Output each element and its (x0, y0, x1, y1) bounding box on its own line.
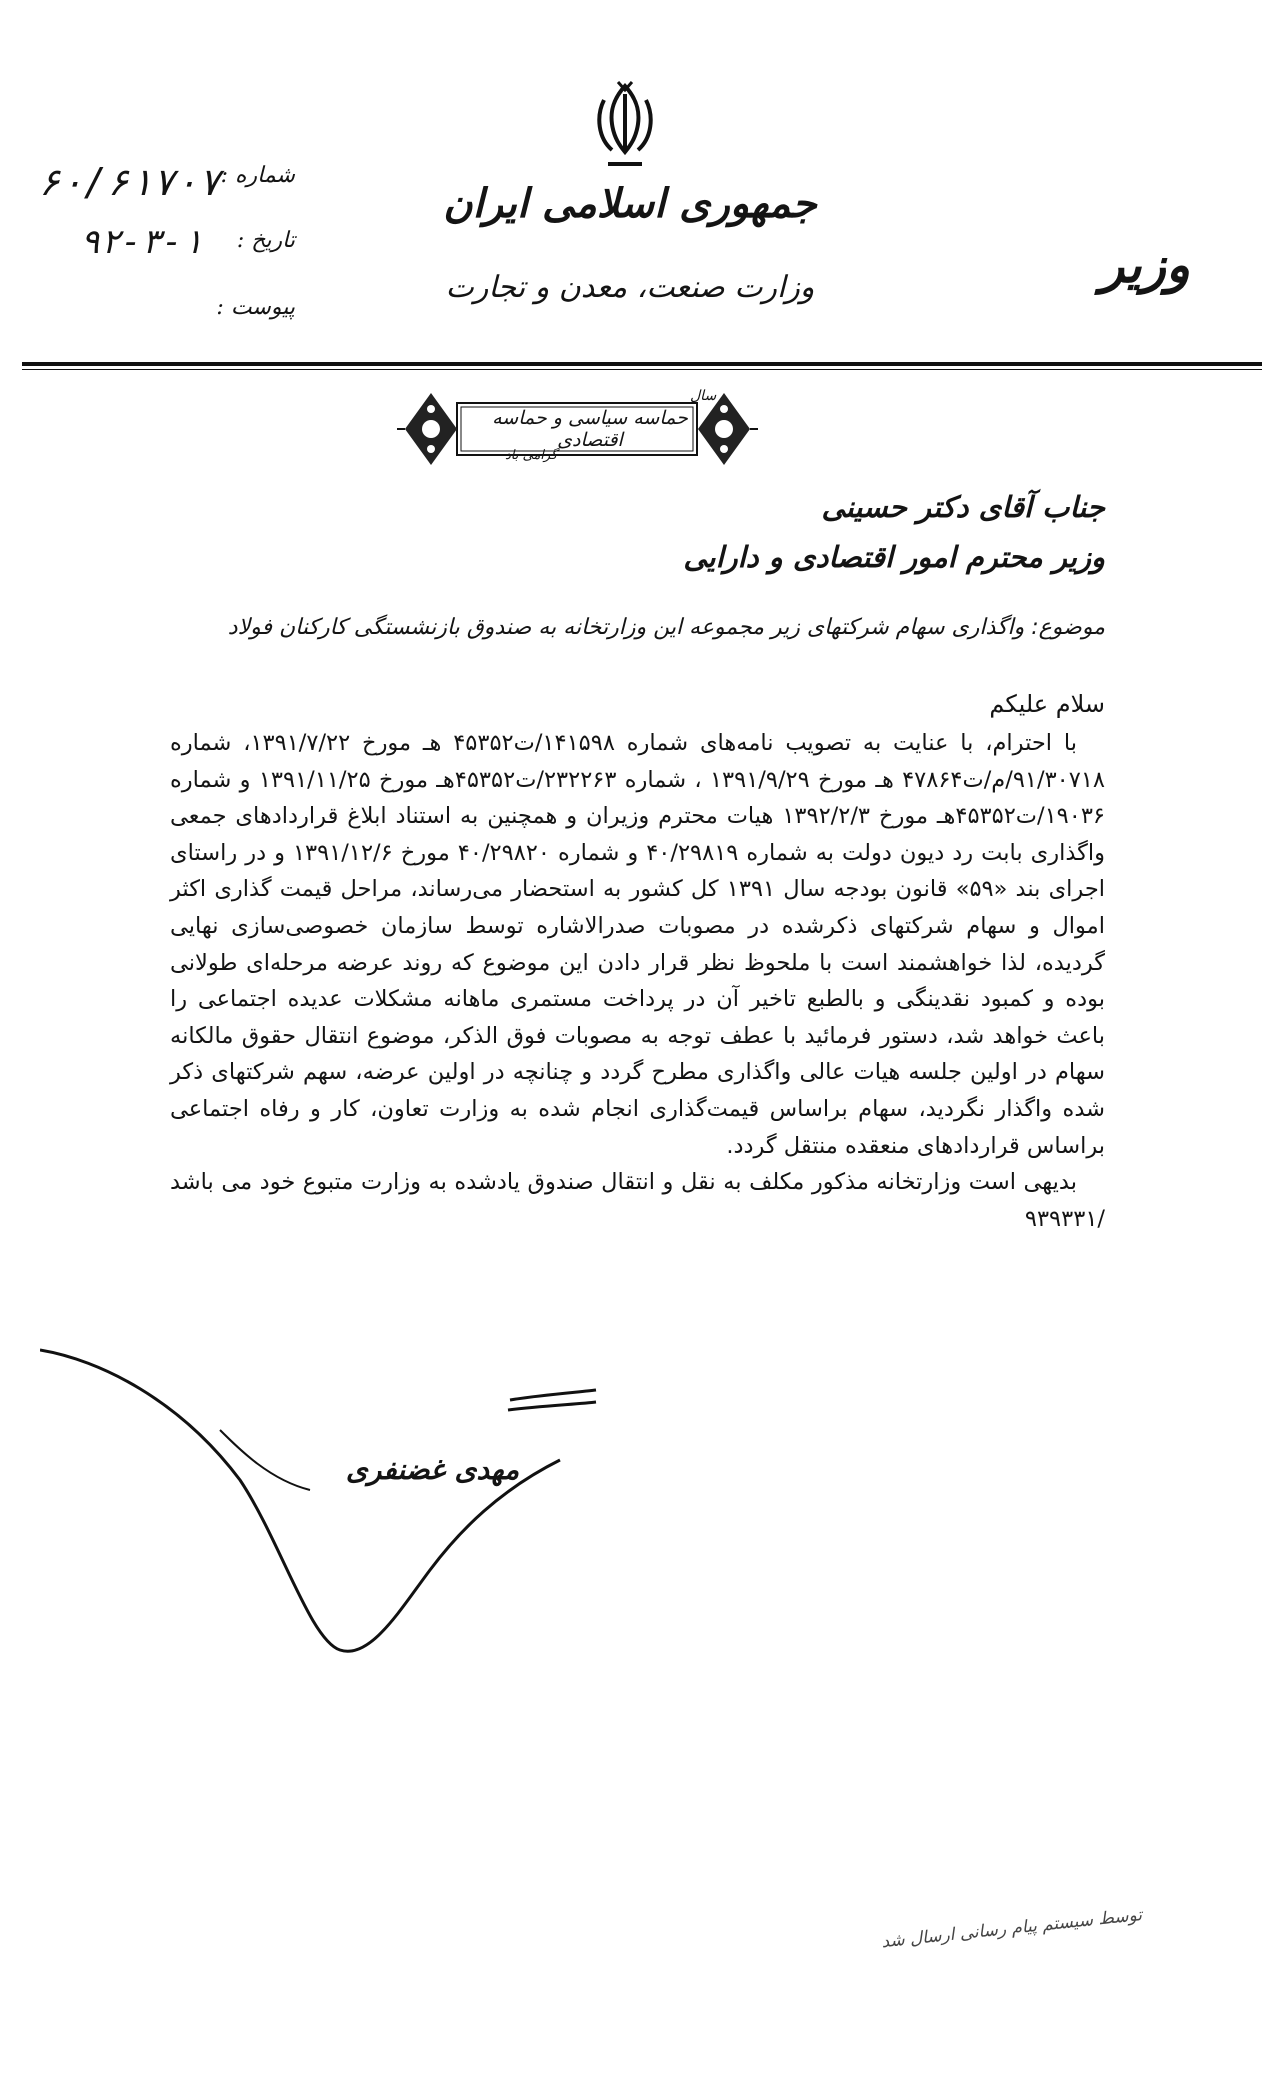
addressee-title: وزیر محترم امور اقتصادی و دارایی (683, 540, 1105, 574)
greeting: سلام علیکم (989, 690, 1105, 718)
sender-title: وزیر (1100, 235, 1190, 294)
letter-number-value: ۶۰/۶۱۷۰۷ (38, 160, 222, 204)
iran-emblem-icon (590, 80, 660, 172)
date-label: تاریخ : (236, 228, 295, 253)
header-rule-thin (22, 369, 1262, 370)
subject-line: موضوع: واگذاری سهام شرکتهای زیر مجموعه این وزارتخانه به صندوق بازنشستگی کارکنان فولاد (227, 615, 1105, 640)
country-name: جمهوری اسلامی ایران (443, 180, 817, 227)
letter-body (170, 725, 1105, 1237)
body-paragraph: با احترام، با عنایت به تصویب نامه‌های شماره ۱۴۱۵۹۸/ت۴۵۳۵۲ هـ مورخ ۱۳۹۱/۷/۲۲، شماره ۹۱/۳۰۷۱۸/م/ت۴۷۸۶۴ هـ مورخ ۱۳۹۱/۹/۲۹ ، شماره ۲۳۲۲۶۳/ت۴۵۳۵۲هـ مورخ ۱۳۹۱/۱۱/۲۵ و شماره ۱۹۰۳۶/ت۴۵۳۵۲هـ مورخ ۱۳۹۲/۲/۳ هیات محترم وزیران و همچنین به استناد ابلاغ قراردادهای جمعی واگذاری بابت رد دیون دولت به شماره ۴۰/۲۹۸۱۹ و شماره ۴۰/۲۹۸۲۰ مورخ ۱۳۹۱/۱۲/۶ و در راستای اجرای بند «۵۹» قانون بودجه سال ۱۳۹۱ کل کشور به استحضار می‌رساند، مراحل قیمت گذاری اکثر اموال و سهام شرکتهای ذکرشده در مصوبات صدرالاشاره توسط سازمان خصوصی‌سازی نهایی گردیده، لذا خواهشمند است با ملحوظ نظر قرار دادن این موضوع که روند عرضه مرحله‌ای طولانی بوده و کمبود نقدینگی و بالطبع تاخیر آن در پرداخت مستمری ماهانه مشکلات عدیده اجتماعی را باعث خواهد شد، دستور فرمائید با عطف توجه به مصوبات فوق الذکر، موضوع انتقال حقوق مالکانه سهام در اولین جلسه هیات عالی واگذاری مطرح گردد و چنانچه در اولین عرضه، سهم شرکتهای ذکر شده واگذار نگردید، سهام براساس قیمت‌گذاری انجام شده به وزارت تعاون، کار و رفاه اجتماعی براساس قراردادهای منعقده منتقل گردد. (170, 730, 1106, 1159)
header-rule (22, 362, 1262, 366)
attachment-label: پیوست : (216, 295, 295, 320)
addressee-name: جناب آقای دکتر حسینی (821, 490, 1105, 524)
body-paragraph: بدیهی است وزارتخانه مذکور مکلف به نقل و انتقال صندوق یادشده به وزارت متبوع خود می باشد /۹۳۹۳۳۱ (170, 1169, 1105, 1232)
signatory-name: مهدی غضنفری (345, 1453, 520, 1486)
number-label: شماره : (220, 163, 295, 188)
year-slogan: حماسه سیاسی و حماسه اقتصادی (492, 407, 688, 451)
ministry-name: وزارت صنعت، معدن و تجارت (445, 270, 815, 305)
handwritten-note: توسط سیستم پیام رسانی ارسال شد (880, 1905, 1143, 1953)
letter-date-value: ۹۲-۳-۱ (80, 222, 203, 262)
signature-scribble (40, 1340, 600, 1670)
slogan-year-word: سال (690, 388, 717, 404)
slogan-honor-word: گرامی باد (505, 448, 558, 463)
